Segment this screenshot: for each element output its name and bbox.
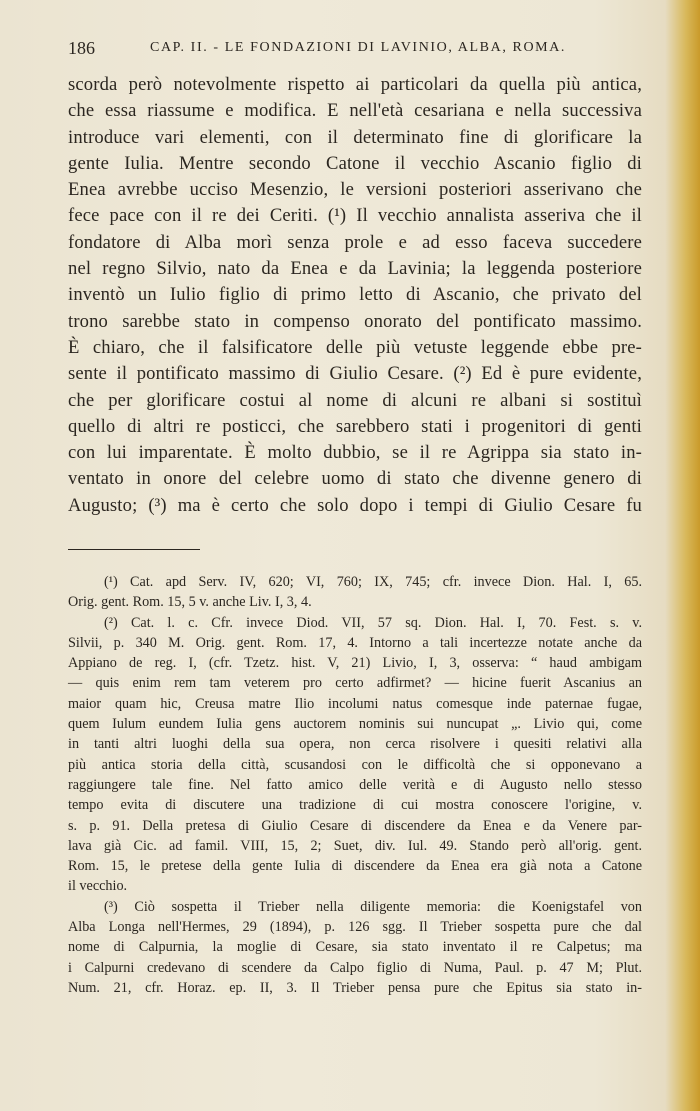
footnote-line: più antica storia della città, scusandosi con le difficoltà che si opponevano a (68, 756, 642, 773)
footnote-line: Orig. gent. Rom. 15, 5 v. anche Liv. I, 3, 4. (68, 594, 312, 611)
page-number: 186 (68, 38, 95, 58)
footnote-separator (68, 549, 200, 550)
text-line: Enea avrebbe ucciso Mesenzio, le versioni posteriori asserivano che (68, 179, 642, 201)
text-line: fondatore di Alba morì senza prole e ad esso faceva succedere (68, 231, 642, 253)
text-line: nel regno Silvio, nato da Enea e da Lavinia; la leggenda posteriore (68, 258, 642, 280)
text-line: che per glorificare costui al nome di alcuni re albani si sostituì (68, 389, 642, 411)
footnote-1 (68, 572, 642, 613)
footnote-line: s. p. 91. Della pretesa di Giulio Cesare di discendere da Enea e da Venere par- (68, 817, 642, 834)
page-header (68, 38, 642, 64)
text-line: fece pace con il re dei Ceriti. (¹) Il vecchio annalista asseriva che il (68, 205, 642, 227)
text-line: inventò un Iulio figlio di primo letto di Ascanio, che privato del (68, 284, 642, 306)
footnote-line: in tanti altri luoghi della sua opera, non cerca risolvere i quesiti relativi alla (68, 736, 642, 753)
footnote-line: il vecchio. (68, 878, 128, 895)
footnote-line: Appiano de reg. I, (cfr. Tzetz. hist. V, 21) Livio, I, 3, osserva: “ haud ambigam (68, 655, 642, 672)
footnote-line: Silvii, p. 340 M. Orig. gent. Rom. 17, 4. Intorno a tali incertezze notate anche da (68, 634, 642, 651)
footnote-line: — quis enim rem tam veterem pro certo adfirmet? — hicine fuerit Ascanius an (68, 675, 642, 692)
footnote-line: (¹) Cat. apd Serv. IV, 620; VI, 760; IX, 745; cfr. invece Dion. Hal. I, 65. (104, 574, 642, 590)
text-line: trono sarebbe stato in compenso onorato del pontificato massimo. (68, 310, 642, 332)
text-line: con lui imparentate. È molto dubbio, se il re Agrippa sia stato in- (68, 442, 642, 464)
footnotes (68, 572, 642, 998)
footnote-line: raggiungere tale fine. Nel fatto amico delle verità e di Augusto nello stesso (68, 776, 642, 793)
footnote-2 (68, 613, 642, 897)
footnote-line: tempo evita di discutere una tradizione di cui mostra conoscere l'origine, v. (68, 797, 642, 814)
text-line: gente Iulia. Mentre secondo Catone il vecchio Ascanio figlio di (68, 152, 642, 174)
running-head: CAP. II. - LE FONDAZIONI DI LAVINIO, ALBA, ROMA. (150, 40, 567, 55)
footnote-line: Alba Longa nell'Hermes, 29 (1894), p. 126 sgg. Il Trieber sospetta pure che dal (68, 919, 642, 936)
footnote-line: (²) Cat. l. c. Cfr. invece Diod. VII, 57 sq. Dion. Hal. I, 70. Fest. s. v. (104, 614, 642, 631)
text-line: scorda però notevolmente rispetto ai particolari da quella più antica, (68, 74, 642, 95)
text-line: quello di altri re posticci, che sarebbero stati i progenitori di genti (68, 415, 642, 437)
main-text (68, 72, 642, 519)
text-line: ventato in onore del celebre uomo di stato che divenne genero di (68, 468, 642, 490)
footnote-line: Rom. 15, le pretese della gente Iulia di discendere da Enea era già nota a Catone (68, 858, 642, 875)
text-line: che essa riassume e modifica. E nell'età cesariana e nella successiva (68, 100, 642, 122)
footnote-line: maior quam hic, Creusa matre Ilio incolumi natus comesque inde paternae fugae, (68, 695, 642, 712)
footnote-3 (68, 897, 642, 998)
text-line: Augusto; (³) ma è certo che solo dopo i tempi di Giulio Cesare fu (68, 494, 642, 516)
footnote-line: (³) Ciò sospetta il Trieber nella diligente memoria: die Koenigstafel von (104, 898, 642, 915)
footnote-line: Num. 21, cfr. Horaz. ep. II, 3. Il Trieber pensa pure che Epitus sia stato in- (68, 979, 642, 996)
text-line: introduce vari elementi, con il determinato fine di glorificare la (68, 126, 642, 148)
footnote-line: nome di Calpurnia, la moglie di Cesare, sia stato inventato il re Calpetus; ma (68, 939, 642, 956)
text-line: È chiaro, che il falsificatore delle più vetuste leggende ebbe pre- (68, 336, 642, 358)
footnote-line: lava già Cic. ad famil. VIII, 15, 2; Suet, div. Iul. 49. Stando però all'orig. gent. (68, 837, 642, 854)
footnote-line: quem Iulum eundem Iulia gens auctorem nominis sui nuncupat „. Livio qui, come (68, 716, 642, 733)
text-line: sente il pontificato massimo di Giulio Cesare. (²) Ed è pure evidente, (68, 363, 642, 385)
footnote-line: i Calpurni credevano di scendere da Calpo figlio di Numa, Paul. p. 47 M; Plut. (68, 959, 642, 976)
